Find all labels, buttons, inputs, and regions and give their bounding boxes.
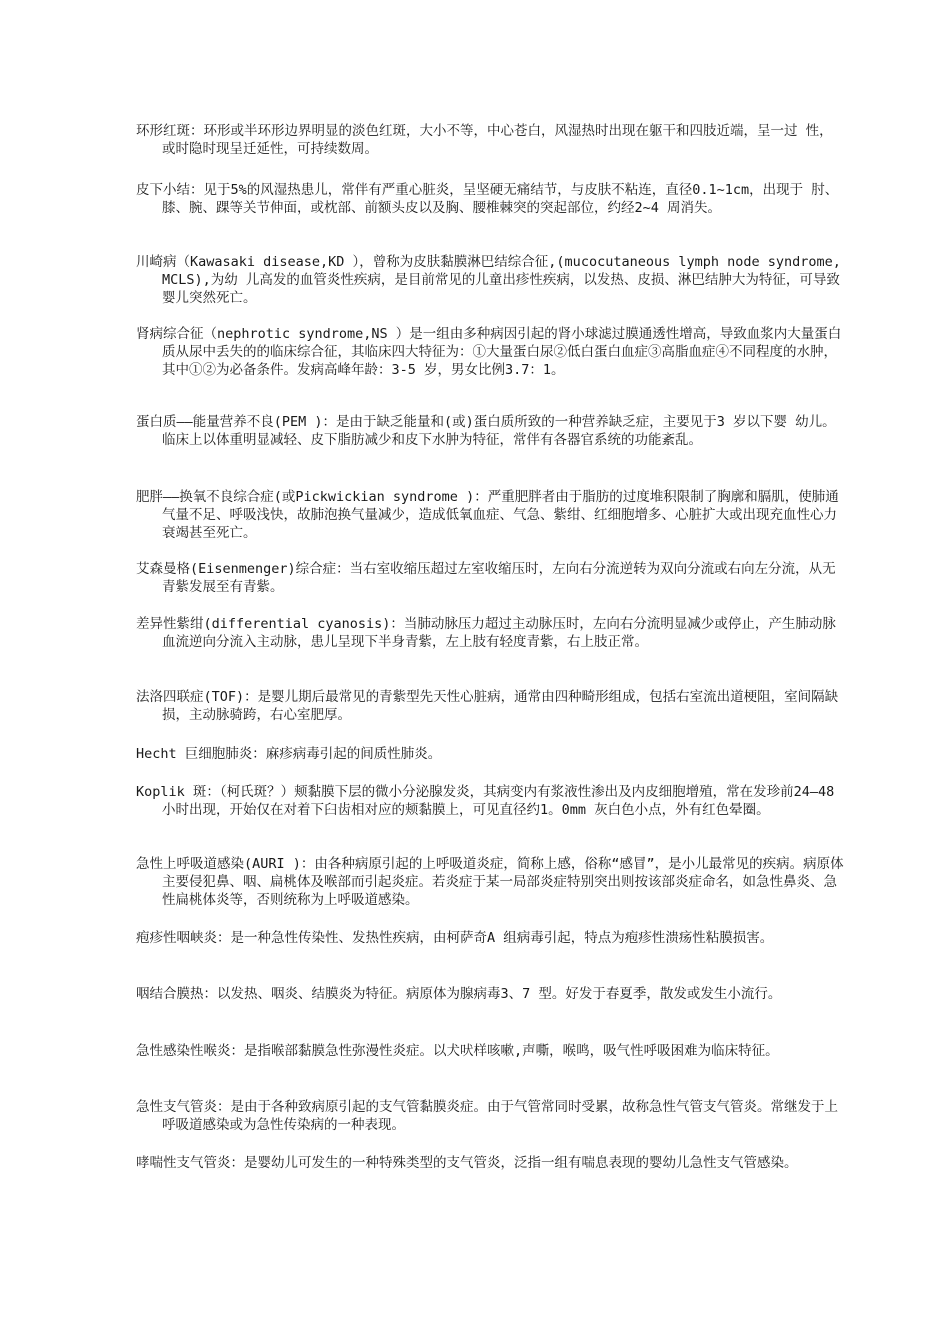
term-nephrotic-syndrome: 肾病综合征（nephrotic syndrome,NS ）是一组由多种病因引起的肾小球滤过膜通透性增高，导致血浆内大量蛋白质从尿中丢失的的临床综合征，其临床四大特征为：①大量蛋白尿②低白蛋白血症③高脂血症④不同程度的水肿，其中①②为必备条件。发病高峰年龄：3-5 岁，男女比例3.7：1。 xyxy=(136,326,842,378)
term-protein-energy-malnutrition: 蛋白质——能量营养不良(PEM )：是由于缺乏能量和(或)蛋白质所致的一种营养缺乏症，主要见于3 岁以下婴 幼儿。临床上以体重明显减轻、皮下脂肪减少和皮下水肿为特征，常伴有各器官系统的功能紊乱。 xyxy=(136,414,836,448)
term-asthmatic-bronchitis: 哮喘性支气管炎：是婴幼儿可发生的一种特殊类型的支气管炎，泛指一组有喘息表现的婴幼儿急性支气管感染。 xyxy=(136,1155,798,1171)
term-kawasaki-disease: 川崎病（Kawasaki disease,KD ），曾称为皮肤黏膜淋巴结综合征,(mucocutaneous lymph node syndrome,MCLS),为幼 儿高发的血管炎性疾病，是目前常见的儿童出疹性疾病，以发热、皮损、淋巴结肿大为特征，可导致婴儿突然死亡。 xyxy=(136,254,841,306)
term-hecht-pneumonia: Hecht 巨细胞肺炎：麻疹病毒引起的间质性肺炎。 xyxy=(136,746,442,762)
term-tetralogy-of-fallot: 法洛四联症(TOF)：是婴儿期后最常见的青紫型先天性心脏病，通常由四种畸形组成，包括右室流出道梗阻，室间隔缺损，主动脉骑跨，右心室肥厚。 xyxy=(136,689,839,723)
term-eisenmenger-syndrome: 艾森曼格(Eisenmenger)综合症：当右室收缩压超过左室收缩压时，左向右分流逆转为双向分流或右向左分流，从无青紫发展至有青紫。 xyxy=(136,561,836,595)
term-differential-cyanosis: 差异性紫绀(differential cyanosis)：当肺动脉压力超过主动脉压时，左向右分流明显减少或停止，产生肺动脉血流逆向分流入主动脉，患儿呈现下半身青紫，左上肢有轻度青紫，右上肢正常。 xyxy=(136,616,836,650)
term-koplik-spots: Koplik 斑：（柯氏斑？）颊黏膜下层的微小分泌腺发炎，其病变内有浆液性渗出及内皮细胞增殖，常在发珍前24—48 小时出现，开始仅在对着下臼齿相对应的颊黏膜上，可见直径约1。0mm 灰白色小点，外有红色晕圈。 xyxy=(136,784,835,818)
term-acute-infectious-laryngitis: 急性感染性喉炎：是指喉部黏膜急性弥漫性炎症。以犬吠样咳嗽,声嘶，喉鸣，吸气性呼吸困难为临床特征。 xyxy=(136,1043,779,1059)
term-erythema-marginatum: 环形红斑：环形或半环形边界明显的淡色红斑，大小不等，中心苍白，风湿热时出现在躯干和四肢近端，呈一过 性，或时隐时现呈迁延性，可持续数周。 xyxy=(136,123,833,157)
term-acute-bronchitis: 急性支气管炎：是由于各种致病原引起的支气管黏膜炎症。由于气管常同时受累，故称急性气管支气管炎。常继发于上呼吸道感染或为急性传染病的一种表现。 xyxy=(136,1099,838,1133)
term-pickwickian-syndrome: 肥胖——换氧不良综合症(或Pickwickian syndrome )：严重肥胖者由于脂肪的过度堆积限制了胸廓和膈肌，使肺通气量不足、呼吸浅快，故肺泡换气量减少，造成低氧血症、气急、紫绀、红细胞增多、心脏扩大或出现充血性心力衰竭甚至死亡。 xyxy=(136,489,839,541)
term-subcutaneous-nodules: 皮下小结：见于5%的风湿热患儿，常伴有严重心脏炎，呈坚硬无痛结节，与皮肤不粘连，直径0.1~1cm，出现于 肘、膝、腕、踝等关节伸面，或枕部、前额头皮以及胸、腰椎棘突的突起部位，约经2~4 周消失。 xyxy=(136,182,839,216)
term-acute-upper-respiratory-infection: 急性上呼吸道感染(AURI )：由各种病原引起的上呼吸道炎症，简称上感，俗称“感冒”，是小儿最常见的疾病。病原体主要侵犯鼻、咽、扁桃体及喉部而引起炎症。若炎症于某一局部炎症特别突出则按该部炎症命名，如急性鼻炎、急性扁桃体炎等，否则统称为上呼吸道感染。 xyxy=(136,856,844,908)
term-herpangina: 疱疹性咽峡炎：是一种急性传染性、发热性疾病，由柯萨奇A 组病毒引起，特点为疱疹性溃疡性粘膜损害。 xyxy=(136,930,774,946)
term-pharyngoconjunctival-fever: 咽结合膜热：以发热、咽炎、结膜炎为特征。病原体为腺病毒3、7 型。好发于春夏季，散发或发生小流行。 xyxy=(136,986,782,1002)
